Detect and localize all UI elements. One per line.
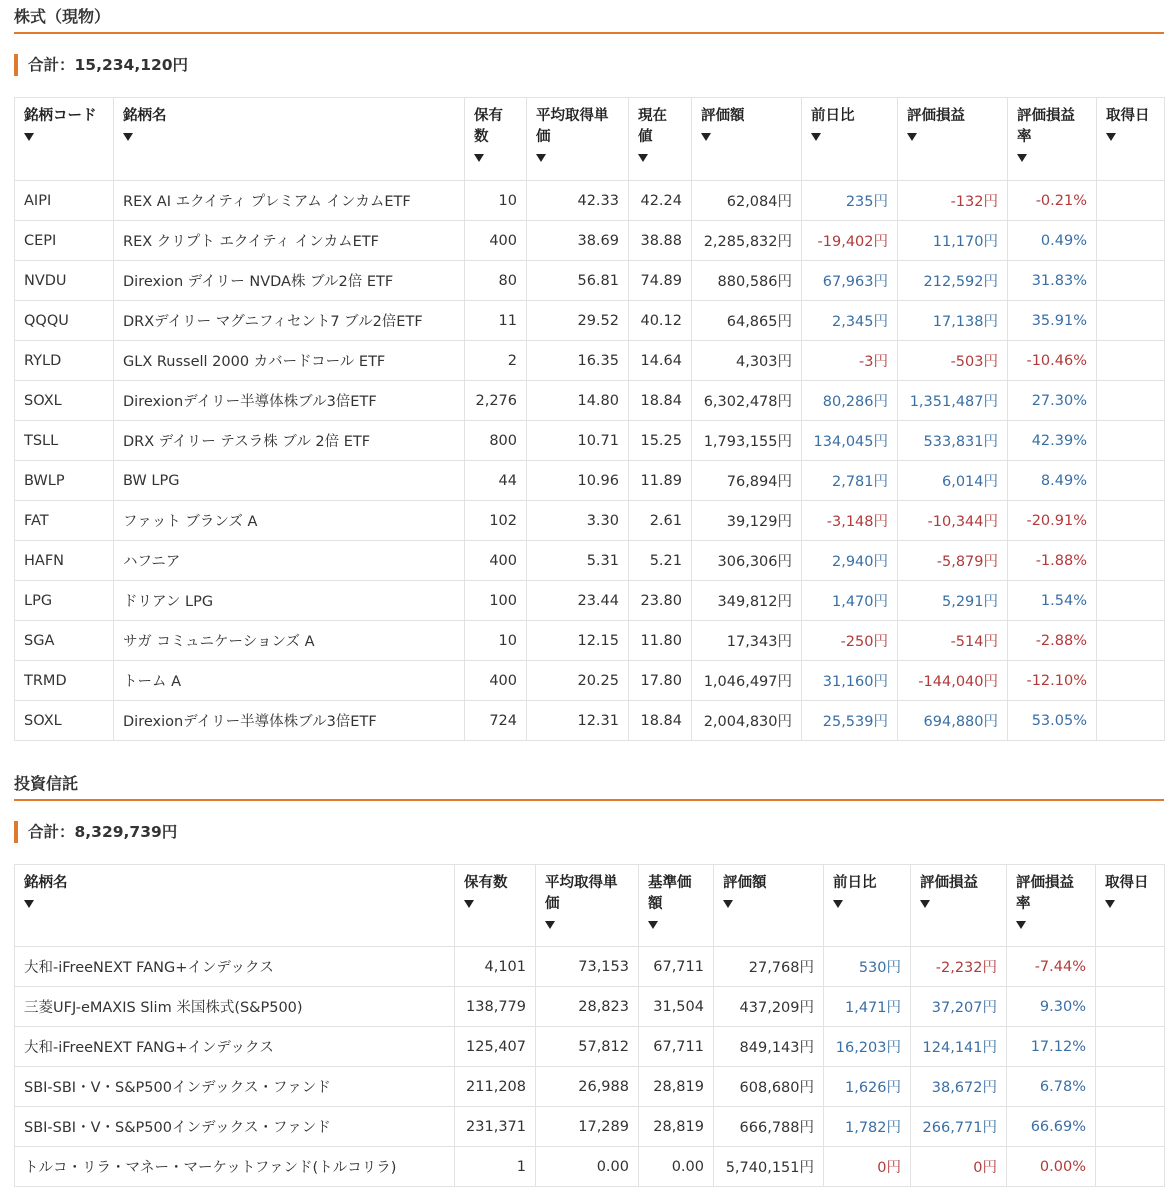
- column-header-label: 値: [638, 129, 653, 145]
- cell-pl: -5,879円: [898, 541, 1008, 581]
- cell-qty: 80: [465, 261, 527, 301]
- column-header-qty[interactable]: [455, 865, 536, 947]
- cell-date: [1097, 461, 1165, 501]
- cell-avg: 73,153: [536, 947, 639, 987]
- column-header-avg[interactable]: [536, 865, 639, 947]
- cell-price: 5.21: [629, 541, 692, 581]
- cell-value: 76,894円: [692, 461, 802, 501]
- cell-rate: 31.83%: [1008, 261, 1097, 301]
- cell-name: Direxionデイリー半導体株ブル3倍ETF: [114, 381, 465, 421]
- cell-rate: 35.91%: [1008, 301, 1097, 341]
- cell-day: -3,148円: [802, 501, 898, 541]
- cell-code: RYLD: [15, 341, 114, 381]
- cell-qty: 125,407: [455, 1027, 536, 1067]
- cell-date: [1097, 541, 1165, 581]
- cell-day: 530円: [824, 947, 911, 987]
- cell-avg: 57,812: [536, 1027, 639, 1067]
- cell-name: 三菱UFJ-eMAXIS Slim 米国株式(S&P500): [15, 987, 455, 1027]
- cell-price: 2.61: [629, 501, 692, 541]
- cell-rate: 66.69%: [1007, 1107, 1096, 1147]
- cell-avg: 20.25: [527, 661, 629, 701]
- cell-code: CEPI: [15, 221, 114, 261]
- cell-value: 1,046,497円: [692, 661, 802, 701]
- table-row[interactable]: [15, 1147, 1165, 1187]
- cell-pl: 11,170円: [898, 221, 1008, 261]
- cell-code: SOXL: [15, 381, 114, 421]
- cell-price: 18.84: [629, 701, 692, 741]
- cell-rate: -2.88%: [1008, 621, 1097, 661]
- cell-pl: -514円: [898, 621, 1008, 661]
- cell-value: 349,812円: [692, 581, 802, 621]
- cell-avg: 23.44: [527, 581, 629, 621]
- cell-rate: -0.21%: [1008, 181, 1097, 221]
- cell-pl: -132円: [898, 181, 1008, 221]
- cell-rate: 42.39%: [1008, 421, 1097, 461]
- cell-date: [1096, 1067, 1165, 1107]
- column-header-label: 価: [545, 896, 560, 912]
- cell-code: FAT: [15, 501, 114, 541]
- cell-value: 4,303円: [692, 341, 802, 381]
- column-header-code[interactable]: [15, 98, 114, 181]
- cell-code: TSLL: [15, 421, 114, 461]
- column-header-avg[interactable]: [527, 98, 629, 181]
- column-header-label: 取得日: [1105, 875, 1149, 891]
- column-header-day[interactable]: [802, 98, 898, 181]
- cell-pl: 17,138円: [898, 301, 1008, 341]
- table-row[interactable]: [15, 261, 1165, 301]
- cell-code: SOXL: [15, 701, 114, 741]
- sort-down-icon[interactable]: [123, 133, 133, 141]
- cell-avg: 12.31: [527, 701, 629, 741]
- cell-qty: 10: [465, 621, 527, 661]
- cell-avg: 0.00: [536, 1147, 639, 1187]
- cell-name: DRXデイリー マグニフィセント7 ブル2倍ETF: [114, 301, 465, 341]
- stocks-section-divider: [14, 32, 1164, 34]
- cell-day: 0円: [824, 1147, 911, 1187]
- funds-total: 合計：8,329,739円: [14, 821, 1164, 843]
- column-header-name[interactable]: [114, 98, 465, 181]
- table-row[interactable]: [15, 1067, 1165, 1107]
- column-header-label: 額: [648, 896, 663, 912]
- cell-avg: 3.30: [527, 501, 629, 541]
- cell-price: 42.24: [629, 181, 692, 221]
- cell-code: AIPI: [15, 181, 114, 221]
- cell-price: 11.80: [629, 621, 692, 661]
- cell-day: 1,471円: [824, 987, 911, 1027]
- cell-date: [1096, 1107, 1165, 1147]
- column-header-label: 価: [536, 129, 551, 145]
- cell-day: 16,203円: [824, 1027, 911, 1067]
- cell-avg: 16.35: [527, 341, 629, 381]
- cell-day: 2,940円: [802, 541, 898, 581]
- column-header-name[interactable]: [15, 865, 455, 947]
- table-row[interactable]: [15, 621, 1165, 661]
- cell-value: 39,129円: [692, 501, 802, 541]
- column-header-label: 保有数: [464, 875, 508, 891]
- table-row[interactable]: [15, 301, 1165, 341]
- cell-day: 134,045円: [802, 421, 898, 461]
- cell-date: [1097, 661, 1165, 701]
- sort-down-icon[interactable]: [648, 921, 658, 929]
- column-header-label: 評価額: [723, 875, 767, 891]
- cell-avg: 12.15: [527, 621, 629, 661]
- cell-rate: -20.91%: [1008, 501, 1097, 541]
- cell-price: 40.12: [629, 301, 692, 341]
- column-header-label: 率: [1016, 896, 1031, 912]
- cell-day: 2,345円: [802, 301, 898, 341]
- cell-date: [1096, 1027, 1165, 1067]
- cell-avg: 10.71: [527, 421, 629, 461]
- cell-code: SGA: [15, 621, 114, 661]
- cell-price: 67,711: [639, 947, 714, 987]
- column-header-label: 評価損益: [920, 875, 978, 891]
- cell-qty: 1: [455, 1147, 536, 1187]
- cell-price: 14.64: [629, 341, 692, 381]
- sort-down-icon[interactable]: [545, 921, 555, 929]
- cell-value: 6,302,478円: [692, 381, 802, 421]
- sort-down-icon[interactable]: [701, 133, 711, 141]
- cell-value: 849,143円: [714, 1027, 824, 1067]
- cell-price: 15.25: [629, 421, 692, 461]
- cell-name: Direxionデイリー半導体株ブル3倍ETF: [114, 701, 465, 741]
- sort-down-icon[interactable]: [24, 133, 34, 141]
- column-header-label: 銘柄名: [24, 875, 68, 891]
- cell-value: 62,084円: [692, 181, 802, 221]
- cell-date: [1096, 987, 1165, 1027]
- cell-rate: 9.30%: [1007, 987, 1096, 1027]
- sort-down-icon[interactable]: [1106, 133, 1116, 141]
- cell-rate: -1.88%: [1008, 541, 1097, 581]
- sort-down-icon[interactable]: [811, 133, 821, 141]
- column-header-qty[interactable]: [465, 98, 527, 181]
- column-header-label: 平均取得単: [545, 875, 618, 891]
- cell-value: 880,586円: [692, 261, 802, 301]
- column-header-label: 評価損益: [1017, 108, 1075, 124]
- cell-day: -19,402円: [802, 221, 898, 261]
- cell-avg: 28,823: [536, 987, 639, 1027]
- column-header-label: 取得日: [1106, 108, 1150, 124]
- cell-qty: 4,101: [455, 947, 536, 987]
- cell-date: [1097, 581, 1165, 621]
- cell-pl: 0円: [911, 1147, 1007, 1187]
- cell-qty: 138,779: [455, 987, 536, 1027]
- column-header-value[interactable]: [692, 98, 802, 181]
- table-row[interactable]: [15, 581, 1165, 621]
- column-header-date[interactable]: [1096, 865, 1165, 947]
- cell-date: [1097, 621, 1165, 661]
- sort-down-icon[interactable]: [920, 900, 930, 908]
- cell-avg: 56.81: [527, 261, 629, 301]
- cell-code: QQQU: [15, 301, 114, 341]
- cell-qty: 211,208: [455, 1067, 536, 1107]
- column-header-value[interactable]: [714, 865, 824, 947]
- cell-value: 2,004,830円: [692, 701, 802, 741]
- cell-day: 25,539円: [802, 701, 898, 741]
- cell-pl: 1,351,487円: [898, 381, 1008, 421]
- sort-down-icon[interactable]: [1105, 900, 1115, 908]
- cell-name: 大和-iFreeNEXT FANG+インデックス: [15, 947, 455, 987]
- cell-price: 31,504: [639, 987, 714, 1027]
- cell-qty: 100: [465, 581, 527, 621]
- funds-table-header: [15, 865, 1165, 947]
- cell-qty: 10: [465, 181, 527, 221]
- cell-rate: 0.00%: [1007, 1147, 1096, 1187]
- table-row[interactable]: [15, 701, 1165, 741]
- cell-date: [1097, 701, 1165, 741]
- cell-day: 2,781円: [802, 461, 898, 501]
- cell-value: 64,865円: [692, 301, 802, 341]
- cell-date: [1097, 301, 1165, 341]
- cell-date: [1097, 261, 1165, 301]
- cell-name: SBI-SBI・V・S&P500インデックス・ファンド: [15, 1067, 455, 1107]
- column-header-price[interactable]: [639, 865, 714, 947]
- cell-value: 608,680円: [714, 1067, 824, 1107]
- cell-day: 67,963円: [802, 261, 898, 301]
- cell-qty: 231,371: [455, 1107, 536, 1147]
- cell-name: ハフニア: [114, 541, 465, 581]
- sort-down-icon[interactable]: [1016, 921, 1026, 929]
- cell-qty: 800: [465, 421, 527, 461]
- sort-down-icon[interactable]: [833, 900, 843, 908]
- column-header-pl[interactable]: [898, 98, 1008, 181]
- cell-pl: 694,880円: [898, 701, 1008, 741]
- cell-price: 38.88: [629, 221, 692, 261]
- cell-avg: 14.80: [527, 381, 629, 421]
- column-header-label: 保有: [474, 108, 503, 124]
- cell-pl: 266,771円: [911, 1107, 1007, 1147]
- cell-name: DRX デイリー テスラ株 ブル 2倍 ETF: [114, 421, 465, 461]
- cell-avg: 26,988: [536, 1067, 639, 1107]
- cell-price: 23.80: [629, 581, 692, 621]
- cell-day: 80,286円: [802, 381, 898, 421]
- cell-value: 27,768円: [714, 947, 824, 987]
- table-row[interactable]: [15, 541, 1165, 581]
- cell-value: 437,209円: [714, 987, 824, 1027]
- cell-name: ファット ブランズ A: [114, 501, 465, 541]
- cell-price: 17.80: [629, 661, 692, 701]
- cell-rate: -10.46%: [1008, 341, 1097, 381]
- sort-down-icon[interactable]: [474, 154, 484, 162]
- cell-avg: 38.69: [527, 221, 629, 261]
- cell-pl: -144,040円: [898, 661, 1008, 701]
- column-header-rate[interactable]: [1007, 865, 1096, 947]
- funds-section-divider: [14, 799, 1164, 801]
- table-row[interactable]: [15, 421, 1165, 461]
- cell-code: LPG: [15, 581, 114, 621]
- funds-table: [14, 864, 1165, 1187]
- cell-value: 1,793,155円: [692, 421, 802, 461]
- cell-name: ドリアン LPG: [114, 581, 465, 621]
- cell-date: [1096, 1147, 1165, 1187]
- column-header-label: 評価損益: [1016, 875, 1074, 891]
- cell-value: 666,788円: [714, 1107, 824, 1147]
- funds-section-title: 投資信託: [14, 774, 79, 793]
- cell-qty: 102: [465, 501, 527, 541]
- cell-avg: 42.33: [527, 181, 629, 221]
- cell-pl: -503円: [898, 341, 1008, 381]
- stocks-table-body: [15, 181, 1165, 741]
- cell-price: 18.84: [629, 381, 692, 421]
- column-header-day[interactable]: [824, 865, 911, 947]
- sort-down-icon[interactable]: [638, 154, 648, 162]
- sort-down-icon[interactable]: [464, 900, 474, 908]
- cell-value: 2,285,832円: [692, 221, 802, 261]
- cell-date: [1097, 221, 1165, 261]
- cell-name: サガ コミュニケーションズ A: [114, 621, 465, 661]
- cell-price: 28,819: [639, 1067, 714, 1107]
- cell-pl: 124,141円: [911, 1027, 1007, 1067]
- cell-rate: 1.54%: [1008, 581, 1097, 621]
- cell-rate: -12.10%: [1008, 661, 1097, 701]
- cell-pl: 533,831円: [898, 421, 1008, 461]
- cell-name: SBI-SBI・V・S&P500インデックス・ファンド: [15, 1107, 455, 1147]
- cell-code: TRMD: [15, 661, 114, 701]
- cell-price: 74.89: [629, 261, 692, 301]
- cell-pl: 38,672円: [911, 1067, 1007, 1107]
- table-row[interactable]: [15, 381, 1165, 421]
- cell-avg: 17,289: [536, 1107, 639, 1147]
- cell-pl: -10,344円: [898, 501, 1008, 541]
- cell-day: 31,160円: [802, 661, 898, 701]
- cell-code: BWLP: [15, 461, 114, 501]
- funds-table-body: [15, 947, 1165, 1187]
- cell-price: 0.00: [639, 1147, 714, 1187]
- stocks-table: [14, 97, 1165, 741]
- cell-rate: 8.49%: [1008, 461, 1097, 501]
- cell-date: [1096, 947, 1165, 987]
- table-row[interactable]: [15, 1027, 1165, 1067]
- column-header-date[interactable]: [1097, 98, 1165, 181]
- cell-price: 11.89: [629, 461, 692, 501]
- table-row[interactable]: [15, 181, 1165, 221]
- cell-pl: 37,207円: [911, 987, 1007, 1027]
- cell-rate: -7.44%: [1007, 947, 1096, 987]
- column-header-price[interactable]: [629, 98, 692, 181]
- cell-name: Direxion デイリー NVDA株 ブル2倍 ETF: [114, 261, 465, 301]
- cell-date: [1097, 421, 1165, 461]
- cell-code: NVDU: [15, 261, 114, 301]
- table-row[interactable]: [15, 501, 1165, 541]
- table-row[interactable]: [15, 341, 1165, 381]
- cell-name: GLX Russell 2000 カバードコール ETF: [114, 341, 465, 381]
- cell-value: 306,306円: [692, 541, 802, 581]
- cell-rate: 27.30%: [1008, 381, 1097, 421]
- cell-date: [1097, 341, 1165, 381]
- cell-price: 28,819: [639, 1107, 714, 1147]
- cell-name: 大和-iFreeNEXT FANG+インデックス: [15, 1027, 455, 1067]
- cell-day: 1,470円: [802, 581, 898, 621]
- stocks-section-title: 株式（現物）: [14, 7, 111, 26]
- cell-date: [1097, 181, 1165, 221]
- table-row[interactable]: [15, 987, 1165, 1027]
- table-row[interactable]: [15, 221, 1165, 261]
- cell-avg: 29.52: [527, 301, 629, 341]
- stocks-table-header: [15, 98, 1165, 181]
- column-header-pl[interactable]: [911, 865, 1007, 947]
- cell-value: 17,343円: [692, 621, 802, 661]
- sort-down-icon[interactable]: [536, 154, 546, 162]
- stocks-total: 合計：15,234,120円: [14, 54, 1164, 76]
- column-header-label: 評価損益: [907, 108, 965, 124]
- cell-day: -250円: [802, 621, 898, 661]
- cell-day: -3円: [802, 341, 898, 381]
- column-header-label: 前日比: [811, 108, 855, 124]
- column-header-label: 基準価: [648, 875, 692, 891]
- cell-rate: 0.49%: [1008, 221, 1097, 261]
- table-row[interactable]: [15, 461, 1165, 501]
- cell-qty: 11: [465, 301, 527, 341]
- column-header-label: 平均取得単: [536, 108, 609, 124]
- cell-qty: 44: [465, 461, 527, 501]
- column-header-label: 数: [474, 129, 489, 145]
- cell-day: 235円: [802, 181, 898, 221]
- cell-value: 5,740,151円: [714, 1147, 824, 1187]
- column-header-label: 銘柄名: [123, 108, 167, 124]
- cell-qty: 400: [465, 661, 527, 701]
- cell-day: 1,626円: [824, 1067, 911, 1107]
- column-header-label: 銘柄コード: [24, 108, 97, 124]
- cell-pl: -2,232円: [911, 947, 1007, 987]
- table-row[interactable]: [15, 947, 1165, 987]
- table-row[interactable]: [15, 1107, 1165, 1147]
- cell-avg: 10.96: [527, 461, 629, 501]
- cell-name: REX クリプト エクイティ インカムETF: [114, 221, 465, 261]
- cell-pl: 5,291円: [898, 581, 1008, 621]
- cell-rate: 6.78%: [1007, 1067, 1096, 1107]
- cell-date: [1097, 381, 1165, 421]
- cell-qty: 724: [465, 701, 527, 741]
- column-header-rate[interactable]: [1008, 98, 1097, 181]
- cell-date: [1097, 501, 1165, 541]
- column-header-label: 前日比: [833, 875, 877, 891]
- cell-name: トーム A: [114, 661, 465, 701]
- cell-price: 67,711: [639, 1027, 714, 1067]
- cell-day: 1,782円: [824, 1107, 911, 1147]
- sort-down-icon[interactable]: [1017, 154, 1027, 162]
- cell-qty: 2,276: [465, 381, 527, 421]
- sort-down-icon[interactable]: [907, 133, 917, 141]
- table-row[interactable]: [15, 661, 1165, 701]
- cell-pl: 6,014円: [898, 461, 1008, 501]
- cell-pl: 212,592円: [898, 261, 1008, 301]
- column-header-label: 率: [1017, 129, 1032, 145]
- sort-down-icon[interactable]: [24, 900, 34, 908]
- cell-qty: 400: [465, 541, 527, 581]
- cell-qty: 400: [465, 221, 527, 261]
- cell-rate: 17.12%: [1007, 1027, 1096, 1067]
- sort-down-icon[interactable]: [723, 900, 733, 908]
- column-header-label: 現在: [638, 108, 667, 124]
- cell-avg: 5.31: [527, 541, 629, 581]
- cell-name: REX AI エクイティ プレミアム インカムETF: [114, 181, 465, 221]
- cell-code: HAFN: [15, 541, 114, 581]
- cell-rate: 53.05%: [1008, 701, 1097, 741]
- cell-name: BW LPG: [114, 461, 465, 501]
- cell-name: トルコ・リラ・マネー・マーケットファンド(トルコリラ): [15, 1147, 455, 1187]
- column-header-label: 評価額: [701, 108, 745, 124]
- cell-qty: 2: [465, 341, 527, 381]
